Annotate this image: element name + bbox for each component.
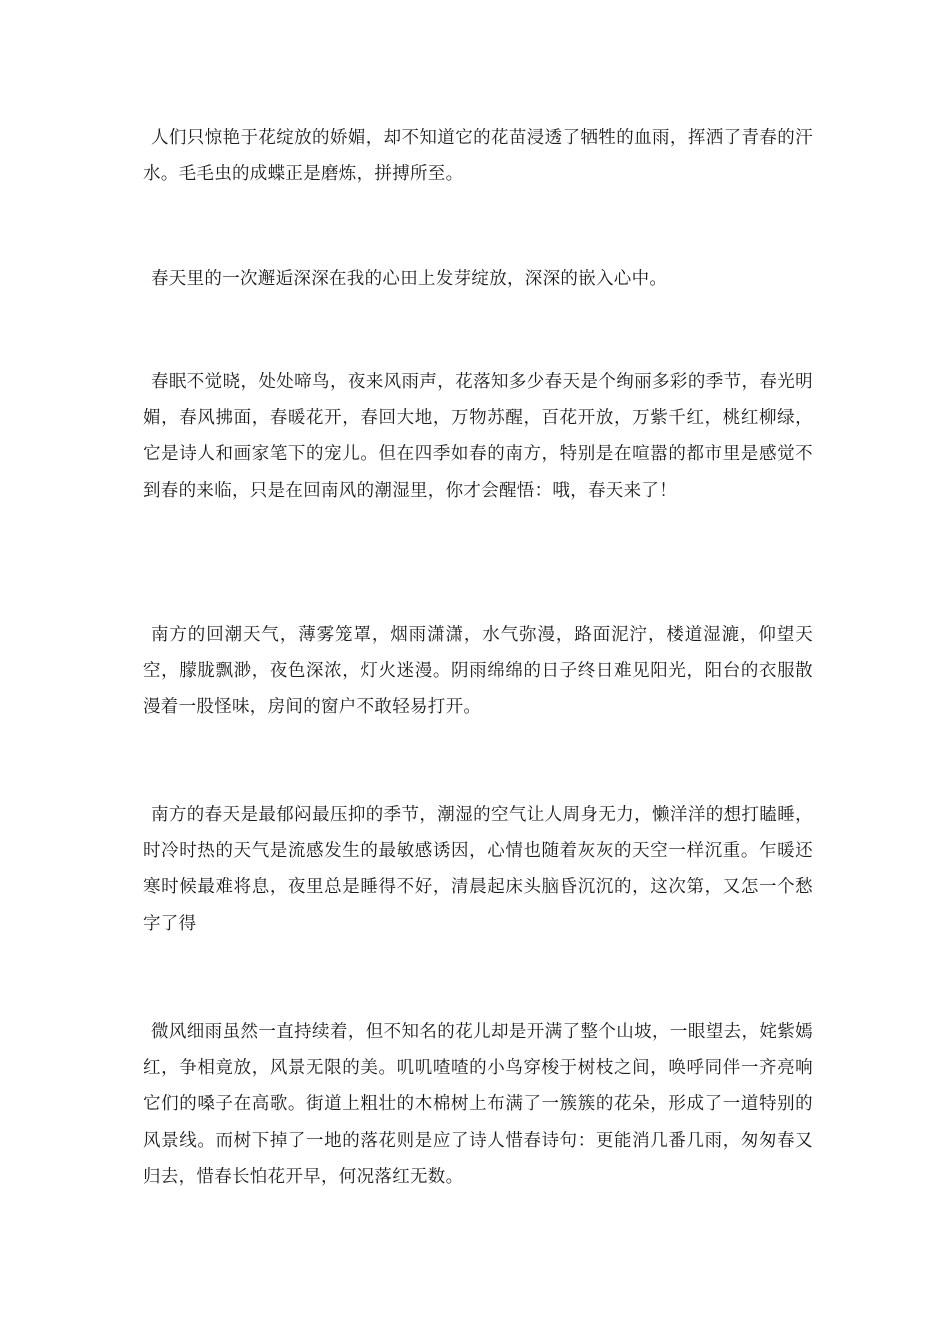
paragraph-1: 人们只惊艳于花绽放的娇媚，却不知道它的花苗浸透了牺牲的血雨，挥洒了青春的汗水。毛毛虫的成蝶正是磨炼，拼搏所至。	[143, 128, 813, 185]
paragraph-4: 南方的回潮天气，薄雾笼罩，烟雨潇潇，水气弥漫，路面泥泞，楼道湿漉，仰望天空，朦胧飘渺，夜色深浓，灯火迷漫。阴雨绵绵的日子终日难见阳光，阳台的衣服散漫着一股怪味，房间的窗户不敢轻易打开。	[143, 625, 813, 718]
paragraph-3: 春眠不觉晓，处处啼鸟，夜来风雨声，花落知多少春天是个绚丽多彩的季节，春光明媚，春风拂面，春暖花开，春回大地，万物苏醒，百花开放，万紫千红，桃红柳绿，它是诗人和画家笔下的宠儿。但在四季如春的南方，特别是在喧嚣的都市里是感觉不到春的来临，只是在回南风的潮湿里，你才会醒悟：哦，春天来了！	[143, 372, 813, 501]
paragraph-5: 南方的春天是最郁闷最压抑的季节，潮湿的空气让人周身无力，懒洋洋的想打瞌睡，时冷时热的天气是流感发生的最敏感诱因，心情也随着灰灰的天空一样沉重。乍暖还寒时候最难将息，夜里总是睡得不好，清晨起床头脑昏沉沉的，这次第，又怎一个愁字了得	[143, 805, 813, 934]
paragraph-6: 微风细雨虽然一直持续着，但不知名的花儿却是开满了整个山坡，一眼望去，姹紫嫣红，争相竟放，风景无限的美。叽叽喳喳的小鸟穿梭于树枝之间，唤呼同伴一齐亮响它们的嗓子在高歌。街道上粗壮的木棉树上布满了一簇簇的花朵，形成了一道特别的风景线。而树下掉了一地的落花则是应了诗人惜春诗句：更能消几番几雨，匆匆春又归去，惜春长怕花开早，何况落红无数。	[143, 1022, 813, 1187]
paragraph-2: 春天里的一次邂逅深深在我的心田上发芽绽放，深深的嵌入心中。	[151, 269, 668, 289]
